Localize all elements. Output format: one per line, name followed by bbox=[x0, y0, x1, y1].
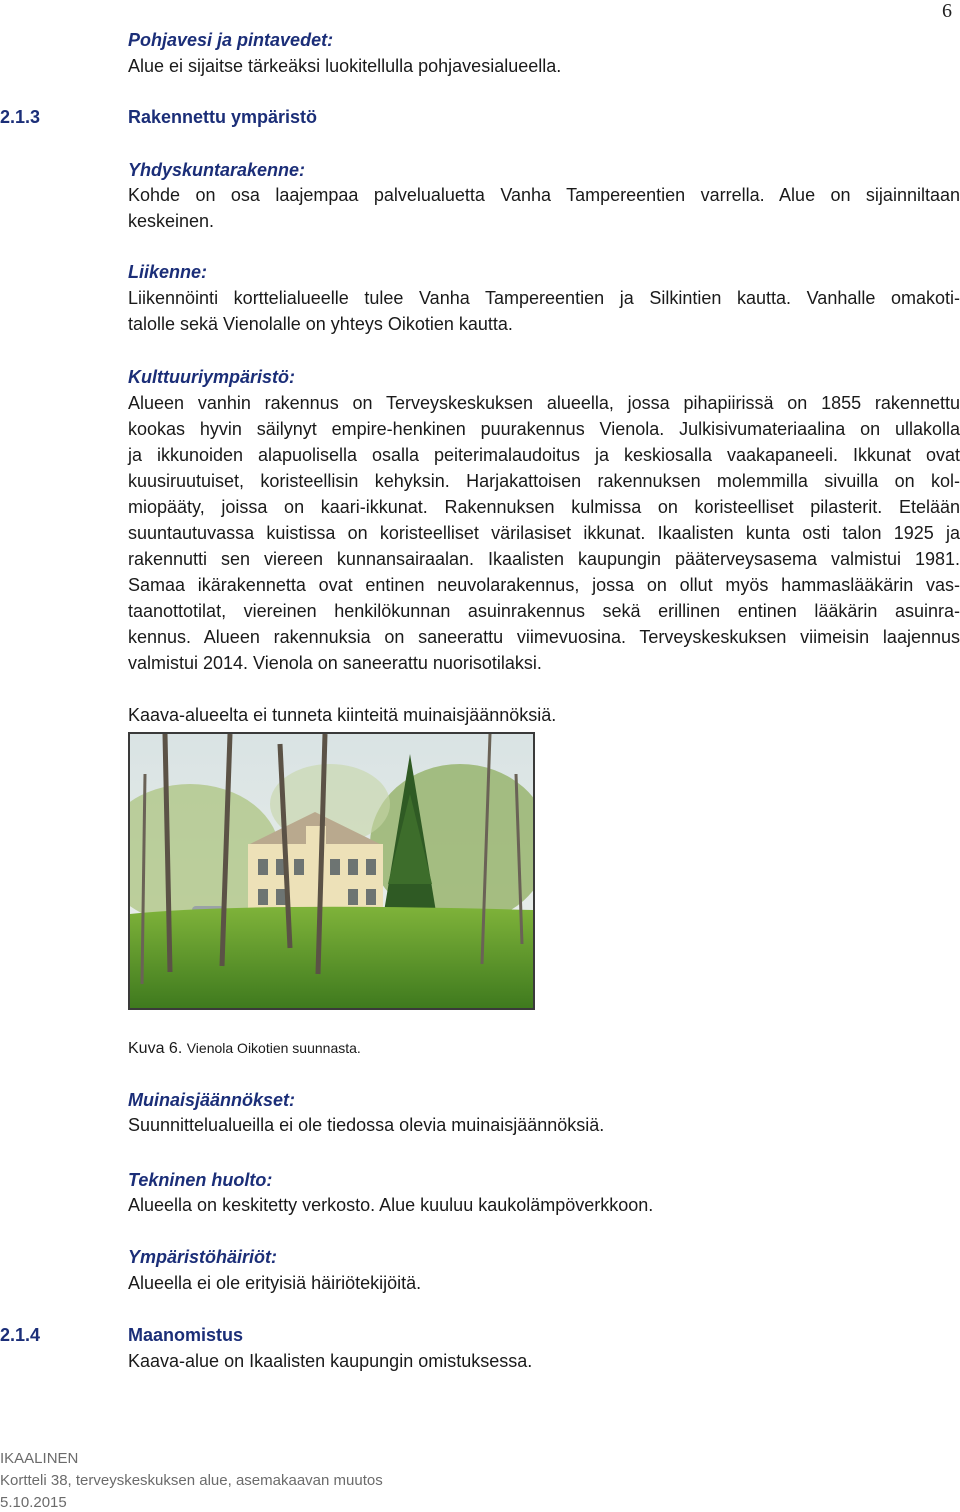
kulttuuri-line-9: taanottotilat, viereinen henkilökunnan asuinrakennus sekä erillinen entinen lääkärin asuinra- bbox=[128, 601, 960, 621]
section-number-214: 2.1.4 bbox=[0, 1325, 41, 1345]
section-number-213: 2.1.3 bbox=[0, 107, 41, 127]
kulttuuri-line-3: ja ikkunoiden alapuolisella osalla peiterimalaudoitus ja keskiosalla vaakapaneeli. Ikkunat ovat bbox=[128, 445, 960, 465]
footer-city: IKAALINEN bbox=[0, 1450, 79, 1467]
caption-label: Kuva 6. bbox=[128, 1040, 183, 1057]
kulttuuri-line-4: kuusiruutuiset, koristeellisin kehyksin. Harjakattoisen rakennuksen molemmilla sivuilla on kol- bbox=[128, 471, 960, 491]
kulttuuri-line-8: Samaa ikärakennetta ovat entinen neuvolarakennus, jossa on ollut myös hammaslääkärin vas- bbox=[128, 575, 960, 595]
liikenne-heading: Liikenne: bbox=[128, 262, 208, 282]
caption-text: Vienola Oikotien suunnasta. bbox=[186, 1040, 361, 1056]
pohjavesi-heading: Pohjavesi ja pintavedet: bbox=[128, 30, 334, 50]
kulttuuri-line-6: suuntautuvassa kuistissa on koristeelliset värilasiset ikkunat. Ikaalisten kunta osti talon 1925 ja bbox=[128, 523, 960, 543]
tekninen-text: Alueella on keskitetty verkosto. Alue kuuluu kaukolämpöverkkoon. bbox=[128, 1195, 654, 1215]
kulttuuri-line-10: kennus. Alueen rakennuksia on saneerattu viimevuosina. Terveyskeskuksen viimeisin laajennus bbox=[128, 627, 960, 647]
kulttuuri-line-7: rakennutti sen viereen kunnansairaalan. Ikaalisten kaupungin pääterveysasema valmistui 1981. bbox=[128, 549, 960, 569]
photo-illustration bbox=[130, 734, 533, 1008]
kulttuuri-extra: Kaava-alueelta ei tunneta kiinteitä muinaisjäännöksiä. bbox=[128, 705, 557, 725]
footer-date: 5.10.2015 bbox=[0, 1494, 67, 1511]
kulttuuri-line-2: kookas hyvin säilynyt empire-henkinen puurakennus Vienola. Julkisivumateriaalina on ullakolla bbox=[128, 419, 960, 439]
kulttuuri-line-5: miopääty, joissa on kaari-ikkunat. Rakennuksen kulmissa on koristeelliset pilasterit. Etelään bbox=[128, 497, 960, 517]
pohjavesi-text: Alue ei sijaitse tärkeäksi luokitellulla pohjavesialueella. bbox=[128, 56, 562, 76]
photo-caption bbox=[128, 1040, 361, 1058]
kulttuuri-paragraph bbox=[128, 390, 960, 676]
kulttuuri-line-11: valmistui 2014. Vienola on saneerattu nuorisotilaksi. bbox=[128, 653, 542, 673]
kulttuuri-heading: Kulttuuriympäristö: bbox=[128, 367, 296, 387]
section-title-maanomistus: Maanomistus bbox=[128, 1325, 244, 1345]
yhdyskunta-line-1: Kohde on osa laajempaa palvelualuetta Vanha Tampereentien varrella. Alue on sijainniltaan bbox=[128, 185, 960, 205]
yhdyskunta-heading: Yhdyskuntarakenne: bbox=[128, 160, 306, 180]
ymparisto-heading: Ympäristöhäiriöt: bbox=[128, 1247, 278, 1267]
maanomistus-text: Kaava-alue on Ikaalisten kaupungin omistuksessa. bbox=[128, 1351, 533, 1371]
yhdyskunta-text bbox=[128, 182, 960, 234]
liikenne-text bbox=[128, 285, 960, 337]
yhdyskunta-line-2: keskeinen. bbox=[128, 211, 215, 231]
muinais-heading: Muinaisjäännökset: bbox=[128, 1090, 296, 1110]
page-number: 6 bbox=[942, 0, 952, 22]
liikenne-line-2: talolle sekä Vienolalle on yhteys Oikotien kautta. bbox=[128, 314, 513, 334]
tekninen-heading: Tekninen huolto: bbox=[128, 1170, 273, 1190]
liikenne-line-1: Liikennöinti korttelialueelle tulee Vanha Tampereentien ja Silkintien kautta. Vanhalle omakoti- bbox=[128, 288, 960, 308]
section-title-rakennettu: Rakennettu ympäristö bbox=[128, 107, 318, 127]
muinais-text: Suunnittelualueilla ei ole tiedossa olevia muinaisjäännöksiä. bbox=[128, 1115, 605, 1135]
kulttuuri-line-1: Alueen vanhin rakennus on Terveyskeskuksen alueella, jossa pihapiirissä on 1855 rakennettu bbox=[128, 393, 960, 413]
ymparisto-text: Alueella ei ole erityisiä häiriötekijöitä. bbox=[128, 1273, 422, 1293]
photo-vienola bbox=[128, 732, 535, 1010]
footer-project: Kortteli 38, terveyskeskuksen alue, asemakaavan muutos bbox=[0, 1472, 383, 1489]
